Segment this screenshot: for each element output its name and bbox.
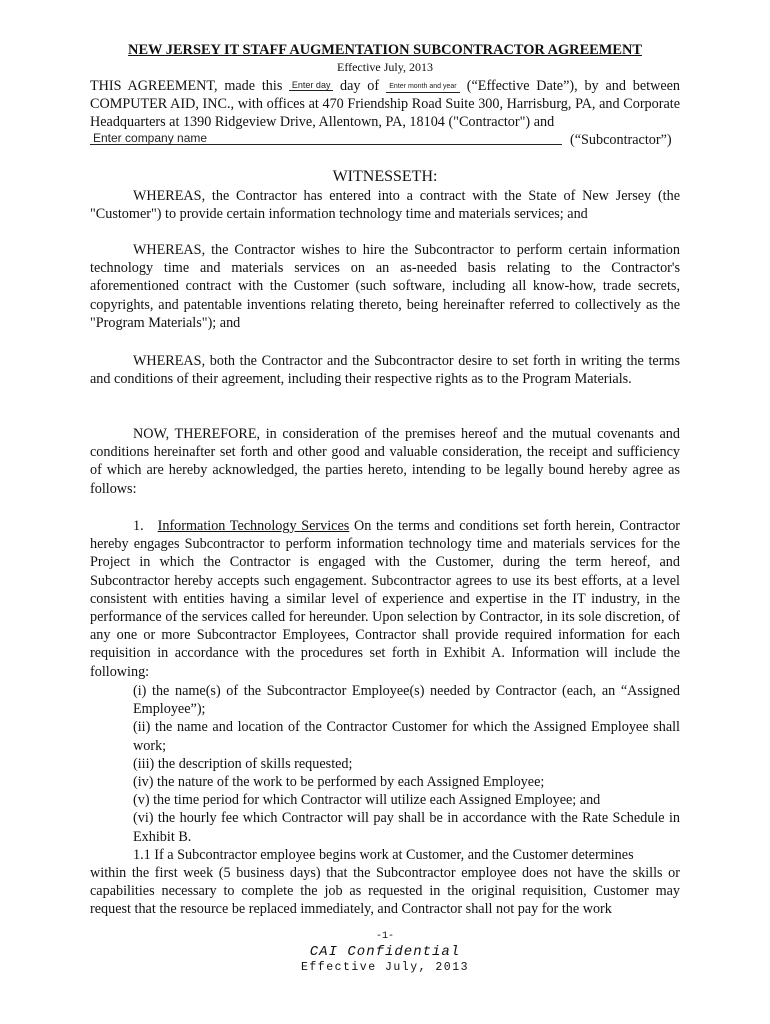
list-item: (iii) the description of skills requested;	[133, 755, 353, 772]
intro-text-1: THIS AGREEMENT, made this	[90, 78, 283, 94]
list-item: (iv) the nature of the work to be performed by each Assigned Employee;	[133, 774, 545, 791]
intro-paragraph	[90, 77, 680, 132]
company-name-field[interactable]: Enter company name	[90, 131, 562, 145]
item-1-1-start: 1.1 If a Subcontractor employee begins work at Customer, and the Customer determines	[133, 846, 634, 863]
whereas-paragraph-2: WHEREAS, the Contractor wishes to hire the Subcontractor to perform certain information technology time and materials services on an as-needed basis relating to the Contractor's aforementioned contract with the Customer (such software, including all know-how, trade secrets, copyrights, and patentable inventions relating thereto, being hereinafter referred to collectively as the "Program Materials"); and	[90, 242, 680, 331]
intro-text-3: (“Effective Date”), by and between	[466, 78, 681, 94]
list-item: (v) the time period for which Contractor will utilize each Assigned Employee; and	[133, 792, 601, 809]
page-number: -1-	[375, 931, 394, 942]
section-1-paragraph	[90, 517, 680, 681]
list-item: (vi) the hourly fee which Contractor will pay shall be in accordance with the Rate Schedule in Exhibit B.	[133, 810, 680, 845]
requisition-info-list	[133, 682, 680, 864]
document-title: NEW JERSEY IT STAFF AUGMENTATION SUBCONTRACTOR AGREEMENT	[128, 42, 642, 58]
document-subtitle: Effective July, 2013	[337, 60, 433, 74]
intro-text-rest: COMPUTER AID, INC., with offices at 470 Friendship Road Suite 300, Harrisburg, PA, and Corporate Headquarters at 1390 Ridgeview Drive, Allentown, PA, 18104 ("Contractor") and	[90, 96, 680, 131]
section-1-number: 1.	[133, 518, 144, 534]
witnesseth-heading: WITNESSETH:	[332, 168, 438, 185]
whereas-paragraph-1: WHEREAS, the Contractor has entered into a contract with the State of New Jersey (the "Customer") to provide certain information technology time and materials services; and	[90, 188, 680, 223]
item-1-1-continuation: within the first week (5 business days) that the Subcontractor employee does not have the skills or capabilities necessary to complete the job as requested in the original requisition, Customer may request that the resource be replaced immediately, and Contractor shall not pay for the work	[90, 865, 680, 918]
intro-text-2: day of	[340, 78, 380, 94]
list-item: (i) the name(s) of the Subcontractor Employee(s) needed by Contractor (each, an “Assigned Employee”);	[133, 683, 680, 718]
now-therefore-paragraph	[90, 425, 680, 498]
section-1-heading: Information Technology Services	[157, 518, 350, 534]
effective-footer: Effective July, 2013	[300, 961, 470, 974]
now-therefore-text: NOW, THEREFORE, in consideration of the premises hereof and the mutual covenants and conditions hereinafter set forth and other good and valuable consideration, the receipt and sufficiency of which are hereby acknowledged, the parties hereto, intending to be legally bound hereby agree as follows:	[90, 426, 680, 497]
day-field[interactable]: Enter day	[289, 80, 333, 91]
whereas-paragraph-3: WHEREAS, both the Contractor and the Subcontractor desire to set forth in writing the terms and conditions of their agreement, including their respective rights as to the Program Materials.	[90, 353, 680, 388]
month-year-field[interactable]: Enter month and year	[386, 82, 460, 93]
confidential-footer: CAI Confidential	[309, 944, 461, 960]
list-item: (ii) the name and location of the Contractor Customer for which the Assigned Employee shall work;	[133, 719, 680, 754]
section-1-body: On the terms and conditions set forth herein, Contractor hereby engages Subcontractor to perform information technology time and materials services for the Project in which the Contractor is engaged with the Customer, during the term hereof, and Subcontractor hereby accepts such engagement. Subcontractor agrees to use its best efforts, at a level consistent with entities having a similar level of experience and expertise in the IT industry, in the performance of the services called for hereunder. Upon selection by Contractor, in its sole discretion, of any one or more Subcontractor Employees, Contractor shall provide required information for each requisition in accordance with the procedures set forth in Exhibit A. Information will include the following:	[90, 518, 681, 680]
subcontractor-label: (“Subcontractor”)	[570, 132, 672, 148]
